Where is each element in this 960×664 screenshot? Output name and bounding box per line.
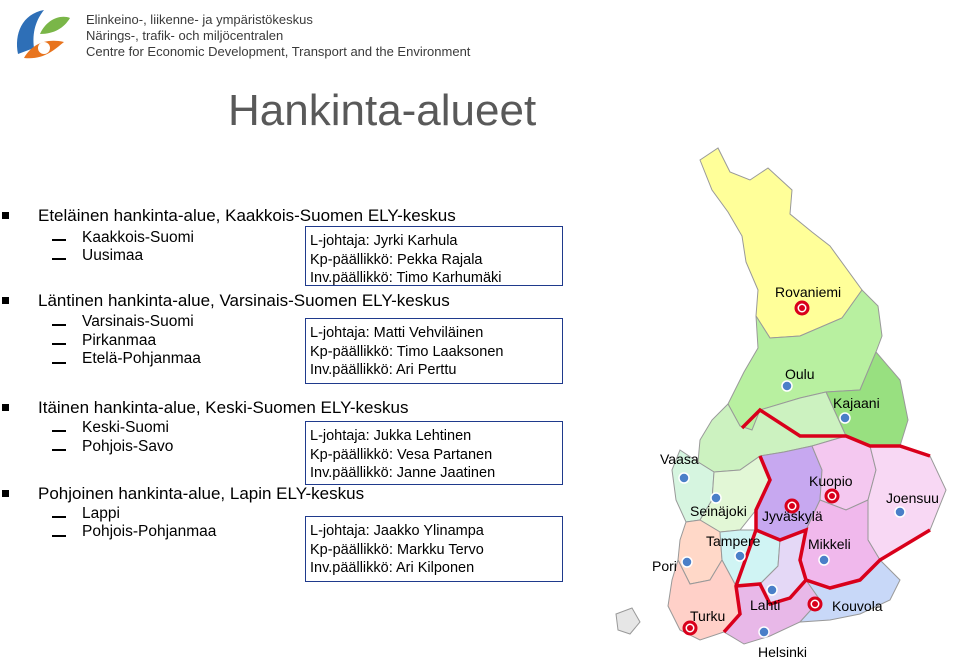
contact-kp-manager: Kp-päällikkö: Vesa Partanen <box>310 446 493 463</box>
contact-kp-manager: Kp-päällikkö: Markku Tervo <box>310 541 484 558</box>
city-label-kuopio: Kuopio <box>809 473 853 489</box>
dash-icon <box>52 516 66 518</box>
city-label-jyvaskyla: Jyväskylä <box>762 508 823 524</box>
contact-inv-manager: Inv.päällikkö: Timo Karhumäki <box>310 270 502 286</box>
org-name-finnish: Elinkeino-, liikenne- ja ympäristökeskus <box>86 12 313 27</box>
dash-icon <box>52 258 66 260</box>
city-label-turku: Turku <box>690 608 726 624</box>
subregion-item: Pohjois-Savo <box>82 438 174 455</box>
city-label-pori: Pori <box>652 558 677 574</box>
subregion-item: Pirkanmaa <box>82 332 157 349</box>
dash-icon <box>52 324 66 326</box>
city-label-vaasa: Vaasa <box>660 451 699 467</box>
bullet-icon <box>2 212 9 219</box>
contact-inv-manager: Inv.päällikkö: Janne Jaatinen <box>310 465 496 481</box>
org-name-english: Centre for Economic Development, Transport and the Environment <box>86 44 471 59</box>
contact-kp-manager: Kp-päällikkö: Pekka Rajala <box>310 251 483 268</box>
city-label-kouvola: Kouvola <box>832 598 883 614</box>
contact-inv-manager: Inv.päällikkö: Ari Kilponen <box>310 560 475 576</box>
dash-icon <box>52 239 66 241</box>
subregion-item: Keski-Suomi <box>82 419 169 436</box>
dash-icon <box>52 535 66 537</box>
bullet-icon <box>2 404 9 411</box>
city-label-tampere: Tampere <box>706 533 761 549</box>
contact-box-east <box>305 421 563 485</box>
city-label-kajaani: Kajaani <box>833 395 880 411</box>
contact-director: L-johtaja: Jaakko Ylinampa <box>310 523 484 539</box>
region-east-title: Itäinen hankinta-alue, Keski-Suomen ELY-keskus <box>38 398 409 417</box>
ely-logo <box>10 4 72 66</box>
contact-box-south <box>305 226 563 286</box>
bullet-icon <box>2 490 9 497</box>
dash-icon <box>52 362 66 364</box>
contact-inv-manager: Inv.päällikkö: Ari Perttu <box>310 362 457 378</box>
region-north-title: Pohjoinen hankinta-alue, Lapin ELY-keskus <box>38 484 365 503</box>
region-south-title: Eteläinen hankinta-alue, Kaakkois-Suomen ELY-keskus <box>38 206 456 225</box>
contact-box-north <box>305 516 563 582</box>
contact-director: L-johtaja: Jyrki Karhula <box>310 233 458 249</box>
dash-icon <box>52 449 66 451</box>
subregion-item: Uusimaa <box>82 247 144 264</box>
organization-name <box>86 12 470 60</box>
contact-box-west <box>305 318 563 384</box>
org-name-swedish: Närings-, trafik- och miljöcentralen <box>86 28 284 43</box>
city-label-joensuu: Joensuu <box>886 490 939 506</box>
subregion-item: Lappi <box>82 505 120 522</box>
city-label-seinajoki: Seinäjoki <box>690 503 747 519</box>
bullet-icon <box>2 297 9 304</box>
city-label-helsinki: Helsinki <box>758 644 808 660</box>
contact-director: L-johtaja: Matti Vehviläinen <box>310 325 484 341</box>
city-label-oulu: Oulu <box>785 366 815 382</box>
dash-icon <box>52 430 66 432</box>
subregion-item: Kaakkois-Suomi <box>82 229 194 246</box>
page-title: Hankinta-alueet <box>228 86 537 135</box>
dash-icon <box>52 343 66 345</box>
region-west-title: Läntinen hankinta-alue, Varsinais-Suomen ELY-keskus <box>38 291 450 310</box>
city-label-lahti: Lahti <box>750 597 781 613</box>
contact-kp-manager: Kp-päällikkö: Timo Laaksonen <box>310 343 504 360</box>
finland-map <box>612 140 960 664</box>
city-label-rovaniemi: Rovaniemi <box>775 284 842 300</box>
subregion-item: Pohjois-Pohjanmaa <box>82 523 217 540</box>
subregion-item: Etelä-Pohjanmaa <box>82 350 201 367</box>
contact-director: L-johtaja: Jukka Lehtinen <box>310 428 472 444</box>
city-label-mikkeli: Mikkeli <box>808 536 851 552</box>
subregion-item: Varsinais-Suomi <box>82 313 194 330</box>
